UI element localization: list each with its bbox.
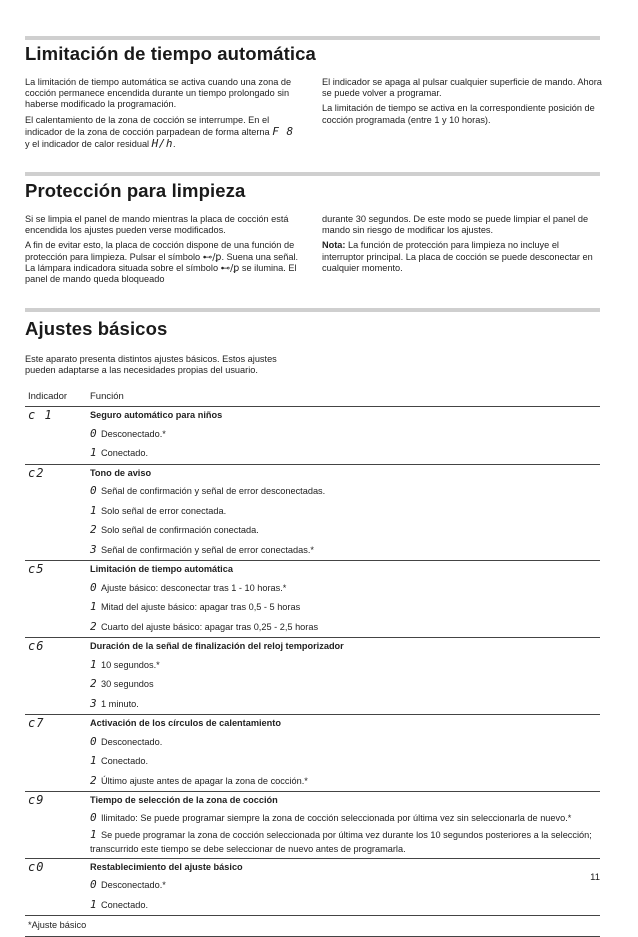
setting-option-row (25, 752, 600, 772)
setting-option-row (25, 425, 600, 445)
setting-option (87, 425, 600, 445)
residual-heat-indicator: H/h (151, 137, 174, 151)
setting-option-row (25, 675, 600, 695)
setting-indicator: c2 (25, 464, 87, 482)
setting-option (87, 876, 600, 896)
setting-option-row (25, 896, 600, 916)
setting-option-row (25, 656, 600, 676)
option-code: 3 (90, 696, 97, 710)
clean-left-p1: Si se limpia el panel de mando mientras la placa de cocción está encendida los ajustes pueden verse modificados. (25, 214, 289, 236)
clean-right-p1: durante 30 segundos. De este modo se puede limpiar el panel de mando sin riesgo de modificar los ajustes. (322, 214, 589, 236)
section-title-clean: Protección para limpieza (25, 180, 246, 201)
setting-option (87, 772, 600, 792)
setting-option (87, 695, 600, 715)
option-text: Se puede programar la zona de cocción seleccionada por última vez durante los 10 segundos posteriores a la selección; transcurrido este tiempo se debe seleccionar de nuevo antes de programarla. (90, 829, 592, 854)
cleaning-lock-icon: ⊷/ꝑ (220, 262, 240, 274)
setting-title: Seguro automático para niños (87, 407, 600, 425)
option-code: 0 (90, 426, 97, 440)
basic-intro: Este aparato presenta distintos ajustes básicos. Estos ajustes pueden adaptarse a las necesidades propias del usuario. (25, 354, 277, 376)
setting-option-row (25, 502, 600, 522)
option-code: 2 (90, 619, 97, 633)
option-text: Señal de confirmación y señal de error desconectadas. (101, 486, 326, 496)
option-text: Cuarto del ajuste básico: apagar tras 0,25 - 2,5 horas (101, 621, 319, 632)
option-text: Mitad del ajuste básico: apagar tras 0,5 - 5 horas (101, 602, 301, 612)
setting-indicator: c5 (25, 561, 87, 579)
setting-title: Duración de la señal de finalización del reloj temporizador (87, 638, 600, 656)
option-text: Ilimitado: Se puede programar siempre la zona de cocción seleccionada por última vez sin seleccionarla de nuevo.* (101, 812, 572, 823)
clean-left-p2: A fin de evitar esto, la placa de cocción dispone de una función de protección para limpieza. Pulsar el símbolo ⊷/ꝑ. Suena una señal. La lámpara indicadora situada sobre el símbolo ⊷/ꝑ se ilumina. El panel de mando queda bloqueado (25, 240, 299, 285)
option-code: 0 (90, 810, 97, 824)
setting-row (25, 464, 600, 482)
limit-left-p2: El calentamiento de la zona de cocción se interrumpe. En el indicador de la zona de cocción parpadean de forma alterna F 8 y el indicador de calor residual H/h. (25, 114, 294, 151)
limit-left-p1: La limitación de tiempo automática se activa cuando una zona de cocción permanece encendida durante un tiempo prolongado sin haberse modificado la programación. (25, 77, 292, 110)
option-code: 1 (90, 657, 97, 671)
setting-option (87, 579, 600, 599)
setting-option-row (25, 521, 600, 541)
option-text: Desconectado.* (101, 428, 166, 439)
setting-option (87, 598, 600, 618)
option-code: 1 (90, 600, 97, 613)
setting-title: Tono de aviso (87, 464, 600, 482)
clean-right-column (322, 214, 602, 278)
section-rule (25, 36, 600, 40)
setting-indicator: c7 (25, 715, 87, 733)
option-text: 1 minuto. (101, 698, 139, 709)
setting-option-row (25, 541, 600, 561)
setting-option-row (25, 772, 600, 792)
setting-option (87, 444, 600, 464)
setting-row (25, 407, 600, 425)
clean-left-column (25, 214, 300, 289)
setting-option-row (25, 827, 600, 859)
setting-option-row (25, 598, 600, 618)
option-text: 10 segundos.* (101, 659, 160, 670)
setting-option (87, 752, 600, 772)
option-text: Conectado. (101, 756, 148, 766)
setting-option-row (25, 482, 600, 502)
option-text: Conectado. (101, 899, 148, 910)
section-title-basic: Ajustes básicos (25, 318, 168, 339)
setting-option-row (25, 810, 600, 827)
option-code: 1 (90, 827, 97, 841)
option-text: Conectado. (101, 448, 148, 458)
option-text: Desconectado. (101, 736, 163, 747)
setting-option (87, 502, 600, 522)
setting-row (25, 858, 600, 876)
setting-row (25, 638, 600, 656)
setting-option-row (25, 444, 600, 464)
option-code: 2 (90, 773, 97, 787)
limit-right-p2: La limitación de tiempo se activa en la correspondiente posición de cocción programada (entre 1 y 10 horas). (322, 103, 595, 125)
option-code: 2 (90, 523, 97, 536)
setting-indicator: c6 (25, 638, 87, 656)
limit-right-column (322, 77, 602, 130)
option-text: Ajuste básico: desconectar tras 1 - 10 horas.* (101, 582, 287, 593)
setting-title: Restablecimiento del ajuste básico (87, 858, 600, 876)
setting-indicator: c0 (25, 858, 87, 876)
option-code: 2 (90, 677, 97, 690)
setting-row (25, 561, 600, 579)
option-code: 0 (90, 484, 97, 497)
setting-indicator: c 1 (25, 407, 87, 425)
setting-option-row (25, 876, 600, 896)
setting-title: Activación de los círculos de calentamiento (87, 715, 600, 733)
setting-title: Limitación de tiempo automática (87, 561, 600, 579)
option-text: Señal de confirmación y señal de error conectadas.* (101, 544, 314, 555)
option-text: Solo señal de confirmación conectada. (101, 525, 259, 535)
col-indicator-header: Indicador (25, 388, 87, 407)
setting-option (87, 675, 600, 695)
setting-option-row (25, 579, 600, 599)
setting-row (25, 715, 600, 733)
setting-option-row (25, 695, 600, 715)
limit-left-column (25, 77, 300, 154)
option-code: 0 (90, 580, 97, 594)
setting-option (87, 541, 600, 561)
footnote: *Ajuste básico (25, 916, 600, 937)
option-code: 0 (90, 734, 97, 748)
settings-table (25, 388, 600, 937)
setting-option-row (25, 733, 600, 753)
setting-option-row (25, 618, 600, 638)
page-number: 11 (590, 872, 600, 883)
setting-title: Tiempo de selección de la zona de cocción (87, 792, 600, 810)
setting-option (87, 618, 600, 638)
option-text: Solo señal de error conectada. (101, 505, 227, 516)
setting-indicator: c9 (25, 792, 87, 810)
section-rule (25, 172, 600, 176)
option-code: 0 (90, 878, 97, 891)
option-code: 1 (90, 897, 97, 911)
option-code: 1 (90, 754, 97, 767)
setting-option (87, 810, 600, 827)
footnote-row (25, 916, 600, 937)
option-code: 1 (90, 503, 97, 517)
setting-option (87, 482, 600, 502)
section-rule (25, 308, 600, 312)
option-text: Desconectado.* (101, 880, 166, 890)
limit-right-p1: El indicador se apaga al pulsar cualquier superficie de mando. Ahora se puede volver a programar. (322, 77, 602, 99)
setting-option (87, 827, 600, 859)
setting-row (25, 792, 600, 810)
option-code: 3 (90, 542, 97, 556)
option-code: 1 (90, 446, 97, 459)
setting-option (87, 896, 600, 916)
option-text: 30 segundos (101, 679, 154, 689)
setting-option (87, 733, 600, 753)
section-title-limit: Limitación de tiempo automática (25, 43, 316, 64)
setting-option (87, 656, 600, 676)
f8-indicator: F 8 (272, 124, 294, 138)
cleaning-lock-icon: ⊷/ꝑ (202, 251, 222, 263)
col-function-header: Función (87, 388, 600, 407)
setting-option (87, 521, 600, 541)
option-text: Último ajuste antes de apagar la zona de cocción.* (101, 775, 308, 786)
clean-note: Nota: La función de protección para limpieza no incluye el interruptor principal. La placa de cocción se puede desconectar en cualquier momento. (322, 240, 593, 273)
